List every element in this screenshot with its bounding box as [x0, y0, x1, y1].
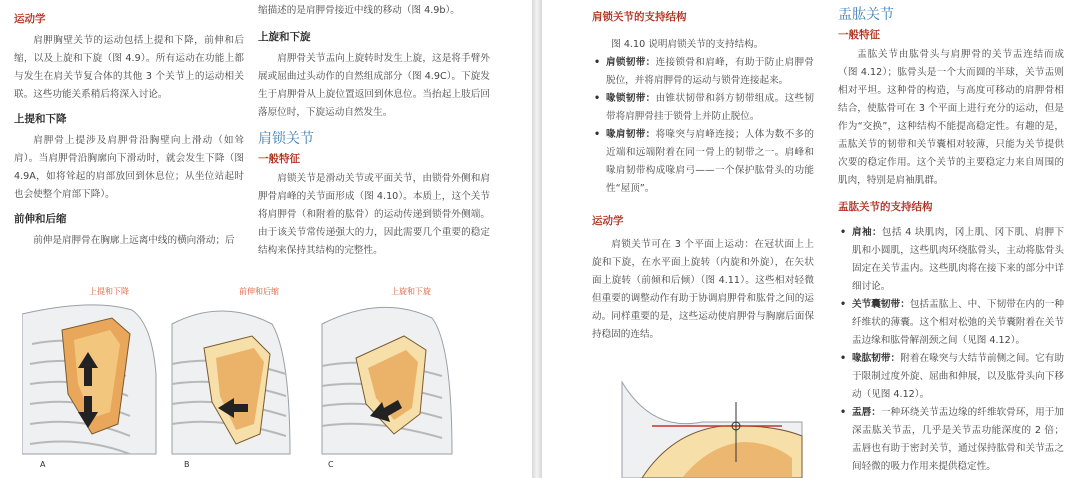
list-item: • 关节囊韧带：包括盂肱上、中、下韧带在内的一种纤维状的薄囊。这个相对松弛的关节囊附着在关节盂边缘和肱骨解剖颈之间（见图 4.12）。	[838, 296, 1064, 350]
ac-support-list	[592, 54, 814, 198]
list-item: • 喙肱韧带：附着在喙突与大结节前侧之间。它有助于限制过度外旋、屈曲和伸展，以及肱骨头向下移动（见图 4.12）。	[838, 350, 1064, 404]
list-item: • 肩锁韧带：连接锁骨和肩峰，有助于防止肩胛骨脱位，并将肩胛骨的运动与锁骨连接起来。	[592, 54, 814, 90]
heading-general: 一般特征	[258, 153, 300, 165]
heading-elevation: 上提和下降	[14, 113, 67, 125]
left-page	[0, 0, 532, 478]
heading-kinematics: 运动学	[14, 13, 46, 25]
figure-panel-title: 上提和下降	[89, 287, 129, 296]
heading-general: 一般特征	[838, 29, 880, 41]
figure-panel-title: 前伸和后缩	[239, 287, 279, 296]
figure-illustration	[22, 284, 502, 476]
heading-rotation: 上旋和下旋	[258, 31, 311, 43]
paragraph: 肩锁关节是滑动关节或平面关节，由锁骨外侧和肩胛骨肩峰的关节面形成（图 4.10）。本质上，这个关节将肩胛骨（和附着的肱骨）的运动传递到锁骨外侧端。由于该关节常传递强大的力，因此需要几个重要的稳定结构来保持其结构的完整性。	[258, 173, 490, 256]
figure-panel-title: 上旋和下旋	[391, 287, 431, 296]
list-item: • 肩袖：包括 4 块肌肉，冈上肌、冈下肌、肩胛下肌和小圆肌，这些肌肉环绕肱骨头，主动将肱骨头固定在关节盂内。这些肌肉将在接下来的部分中详细讨论。	[838, 224, 1064, 296]
figure-scapula-motions	[22, 284, 502, 476]
paragraph: 肩胛骨关节盂向上旋转时发生上旋，这是将手臂外展或屈曲过头动作的自然组成部分（图 4.9C）。下旋发生于肩胛骨从上旋位置返回到休息位。当抬起上肢后回落原位时，下旋运动自然发生。	[258, 53, 490, 118]
paragraph: 肩锁关节可在 3 个平面上运动：在冠状面上上旋和下旋，在水平面上旋转（内旋和外旋），在矢状面上旋转（前倾和后倾）（图 4.11）。这些相对轻微但重要的调整动作有助于协调肩胛骨和肱骨之间的运动。同样重要的是，这些运动使肩胛骨与胸廓后面保持稳固的连结。	[592, 239, 814, 340]
panel-c-illustration	[322, 307, 452, 454]
heading-gh-support: 盂肱关节的支持结构	[838, 201, 933, 213]
figure-panel-label: B	[184, 460, 190, 469]
figure-panel-label: C	[328, 460, 334, 469]
heading-ac-support: 肩锁关节的支持结构	[592, 11, 687, 23]
list-item: • 喙锁韧带：由锥状韧带和斜方韧带组成。这些韧带将肩胛骨挂于锁骨上并防止脱位。	[592, 90, 814, 126]
figure-ac-joint-partial	[612, 362, 812, 478]
book-gutter	[532, 0, 542, 478]
heading-kinematics: 运动学	[592, 215, 624, 227]
right-page	[542, 0, 1080, 478]
paragraph: 盂肱关节由肱骨头与肩胛骨的关节盂连结而成（图 4.12）；肱骨头是一个大而圆的半球，关节盂则相对平坦。这种骨的构造，与高度可移动的肩胛骨相结合，使肱骨可在 3 个平面上进行充分的运动，但是作为“交换”，这种结构不能提高稳定性。有趣的是，盂肱关节的韧带和关节囊相对较薄，只能为关节提供次要的稳定作用。这个关节的主要稳定力来自周围的肌肉，特别是肩袖肌群。	[838, 49, 1064, 186]
right-column-2	[838, 6, 1064, 476]
figure-panel-label: A	[40, 460, 46, 469]
right-column-1	[592, 6, 814, 344]
list-item: • 喙肩韧带：将喙突与肩峰连接；人体为数不多的近端和远端附着在同一骨上的韧带之一。肩峰和喙肩韧带构成喙肩弓——一个保护肱骨头的功能性“屋顶”。	[592, 126, 814, 198]
paragraph: 缩描述的是肩胛骨接近中线的移动（图 4.9b）。	[258, 5, 460, 16]
left-column-1	[14, 6, 244, 250]
list-item: • 盂唇：一种环绕关节盂边缘的纤维软骨环，用于加深盂肱关节盂，几乎是关节盂功能深度的 2 倍；盂唇也有助于密封关节，通过保持肱骨和关节盂之间轻微的吸力作用来提供稳定性。	[838, 404, 1064, 476]
paragraph: 图 4.10 说明肩锁关节的支持结构。	[611, 39, 764, 50]
heading-gh-joint: 盂肱关节	[838, 7, 894, 23]
paragraph: 肩胛胸壁关节的运动包括上提和下降，前伸和后缩，以及上旋和下旋（图 4.9）。所有运动在功能上都与发生在肩关节复合体的其他 3 个关节上的运动相关联。这些功能关系稍后将深入讨论。	[14, 35, 244, 100]
left-column-2	[258, 2, 490, 260]
panel-a-illustration	[22, 305, 156, 454]
gh-support-list	[838, 224, 1064, 476]
paragraph: 肩胛骨上提涉及肩胛骨沿胸壁向上滑动（如耸肩）。当肩胛骨沿胸廓向下滑动时，就会发生下降（图 4.9A，如将耸起的肩部放回到休息位；从坐位站起时也会使整个肩部下降）。	[14, 135, 244, 200]
heading-protraction: 前伸和后缩	[14, 213, 67, 225]
heading-ac-joint: 肩锁关节	[258, 131, 314, 147]
panel-b-illustration	[172, 311, 290, 454]
paragraph: 前伸是肩胛骨在胸廓上远离中线的横向滑动；后	[33, 235, 235, 246]
